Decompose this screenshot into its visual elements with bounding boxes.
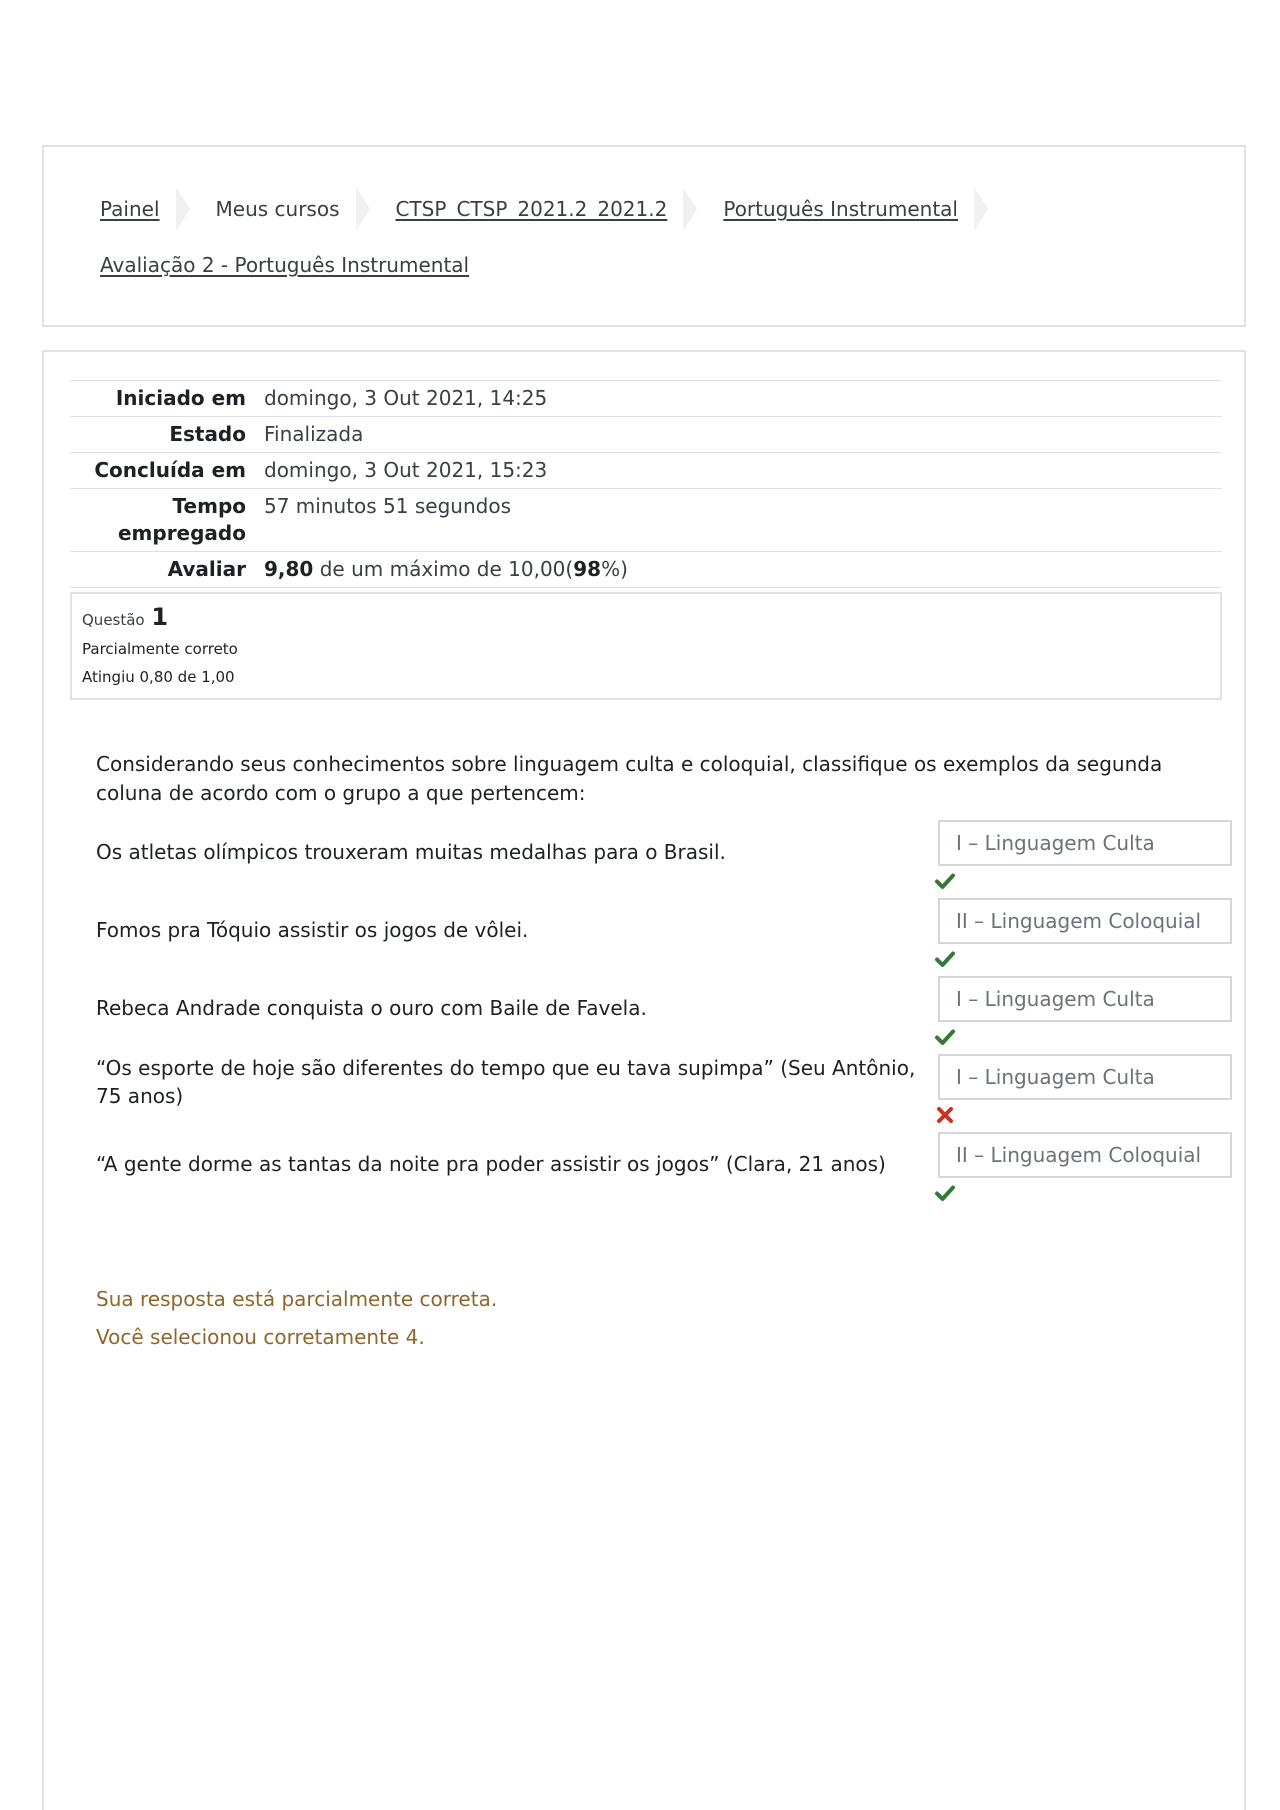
check-icon: [934, 1182, 956, 1204]
answer-statement: “Os esporte de hoje são diferentes do tempo que eu tava supimpa” (Seu Antônio, 75 anos): [96, 1056, 916, 1108]
answer-select[interactable]: I – Linguagem Culta: [938, 1054, 1232, 1100]
breadcrumb-separator-icon: [356, 187, 370, 231]
cross-icon: [934, 1104, 956, 1126]
breadcrumb-item-meus-cursos: [216, 187, 396, 231]
answer-statement: Os atletas olímpicos trouxeram muitas medalhas para o Brasil.: [96, 840, 726, 864]
summary-label: [70, 489, 264, 552]
summary-label: Avaliar: [167, 557, 246, 581]
question-number-value: 1: [151, 603, 169, 631]
question-feedback: [96, 1280, 497, 1356]
breadcrumb-link-course-code[interactable]: CTSP_CTSP_2021.2_2021.2: [395, 197, 668, 221]
summary-label-line: empregado: [117, 521, 246, 545]
answer-row: [96, 820, 1236, 898]
breadcrumb-item-course-code[interactable]: [396, 187, 724, 231]
answer-select[interactable]: I – Linguagem Culta: [938, 976, 1232, 1022]
check-icon: [934, 1026, 956, 1048]
breadcrumb-card: [42, 145, 1246, 327]
summary-row-grade: [70, 552, 1222, 588]
summary-label: Estado: [169, 422, 246, 446]
breadcrumb-item-quiz[interactable]: [100, 245, 1204, 285]
answer-row: [96, 898, 1236, 976]
breadcrumb-separator-icon: [974, 187, 988, 231]
question-points: Atingiu 0,80 de 1,00: [82, 668, 235, 686]
grade-score: 9,80: [264, 557, 314, 581]
question-number: [82, 602, 1210, 635]
question-status: Parcialmente correto: [82, 640, 238, 658]
breadcrumb-separator-icon: [176, 187, 190, 231]
breadcrumb-link-quiz[interactable]: Avaliação 2 - Português Instrumental: [100, 253, 470, 277]
summary-value: domingo, 3 Out 2021, 14:25: [264, 386, 548, 410]
summary-label: Iniciado em: [115, 386, 246, 410]
grade-end: %): [601, 557, 628, 581]
attempt-summary-table: [70, 380, 1222, 588]
check-icon: [934, 870, 956, 892]
breadcrumb-item-course[interactable]: [723, 187, 1014, 231]
summary-value: [264, 552, 1222, 588]
breadcrumb-link-course[interactable]: Português Instrumental: [723, 197, 958, 221]
question-text: Considerando seus conhecimentos sobre linguagem culta e coloquial, classifique os exemplos da segunda coluna de acordo com o grupo a que pertencem:: [96, 752, 1163, 805]
question-number-label: Questão: [82, 611, 145, 629]
answer-statement: Fomos pra Tóquio assistir os jogos de vôlei.: [96, 918, 529, 942]
answer-row: [96, 976, 1236, 1054]
summary-value: domingo, 3 Out 2021, 15:23: [264, 458, 548, 482]
summary-value: 57 minutos 51 segundos: [264, 494, 511, 518]
summary-label-line: Tempo: [172, 494, 246, 518]
answer-row: [96, 1132, 1236, 1210]
breadcrumb-item-painel[interactable]: [100, 187, 216, 231]
check-icon: [934, 948, 956, 970]
summary-value: Finalizada: [264, 422, 364, 446]
answer-row: [96, 1054, 1236, 1132]
breadcrumb: [100, 187, 1204, 285]
breadcrumb-separator-icon: [683, 187, 697, 231]
quiz-review-card: [42, 350, 1246, 1810]
answer-select[interactable]: I – Linguagem Culta: [938, 820, 1232, 866]
answer-statement: “A gente dorme as tantas da noite pra poder assistir os jogos” (Clara, 21 anos): [96, 1152, 886, 1176]
feedback-count: Você selecionou corretamente 4.: [96, 1325, 425, 1349]
question-info-box: [70, 592, 1222, 700]
answer-select[interactable]: II – Linguagem Coloquial: [938, 898, 1232, 944]
summary-row-completed: [70, 453, 1222, 489]
grade-percent: 98: [573, 557, 602, 581]
summary-row-started: [70, 381, 1222, 417]
breadcrumb-link-painel[interactable]: Painel: [100, 197, 160, 221]
summary-label: Concluída em: [94, 458, 246, 482]
answer-statement: Rebeca Andrade conquista o ouro com Baile de Favela.: [96, 996, 647, 1020]
breadcrumb-text-meus-cursos: Meus cursos: [215, 197, 340, 221]
answer-select[interactable]: II – Linguagem Coloquial: [938, 1132, 1232, 1178]
summary-row-time: [70, 489, 1222, 552]
summary-row-state: [70, 417, 1222, 453]
feedback-partial: Sua resposta está parcialmente correta.: [96, 1287, 498, 1311]
grade-middle: de um máximo de 10,00(: [313, 557, 574, 581]
